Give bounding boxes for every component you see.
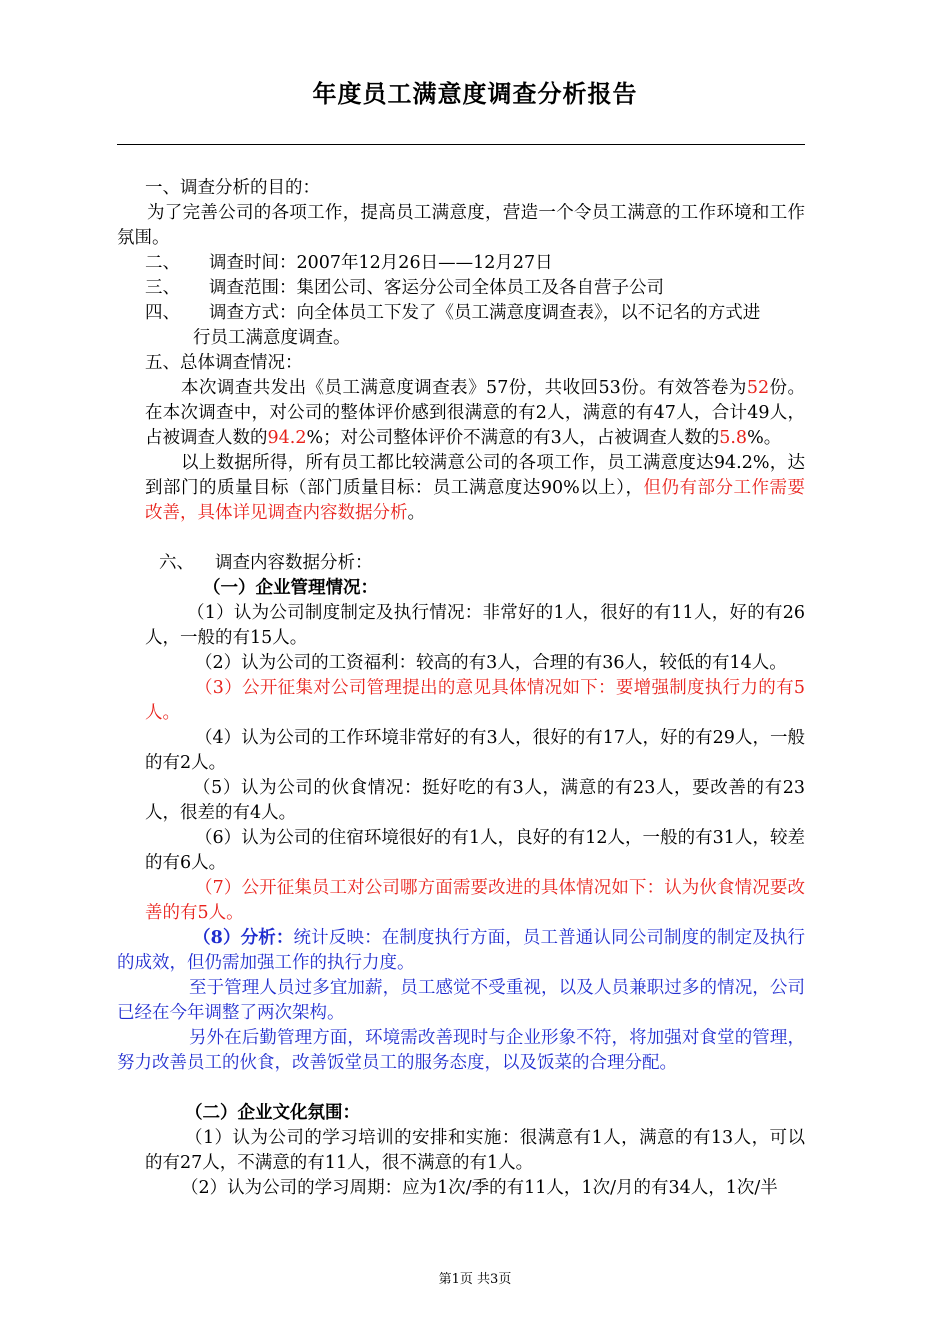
unsatisfied-percent-value: 5.8 (719, 428, 748, 448)
sub1-item-5: （5）认为公司的伙食情况：挺好吃的有3人，满意的有23人，要改善的有23人，很差的有4人。 (145, 778, 805, 823)
section-5-paragraph-1 (117, 376, 805, 451)
sub1-item-1: （1）认为公司制度制定及执行情况：非常好的1人，很好的有11人，好的有26人，一般的有15人。 (145, 603, 805, 648)
analysis-label: （8）分析： (193, 928, 294, 948)
subsection-2-heading: （二）企业文化氛围： (185, 1103, 360, 1123)
section-5-paragraph-2 (117, 451, 805, 526)
sub1-item-6: （6）认为公司的住宿环境很好的有1人，良好的有12人，一般的有31人，较差的有6人。 (145, 828, 805, 873)
s5-p2-red-note: 但仍有部分工作需要改善，具体详见调查内容数据分析 (145, 478, 805, 523)
s5-p2-text: 以上数据所得，所有员工都比较满意公司的各项工作，员工满意度达94.2%，达到部门的质量目标（部门质量目标：员工满意度达90%以上）， (145, 453, 805, 498)
s5-text-b: 份。在本次调查中，对公司的整体评价感到很满意的有2人，满意的有47人，合计49人，占被调查人数的 (145, 378, 805, 448)
spacer (117, 1076, 805, 1101)
section-4-number: 四、 (145, 303, 180, 323)
analysis-paragraph-1 (117, 926, 805, 976)
section-2-text: 调查时间：2007年12月26日——12月27日 (209, 253, 553, 273)
document-title: 年度员工满意度调查分析报告 (312, 79, 638, 108)
section-4-text-line1: 调查方式：向全体员工下发了《员工满意度调查表》，以不记名的方式进 (209, 303, 761, 323)
section-2 (117, 251, 805, 276)
section-6-text: 调查内容数据分析： (215, 553, 373, 573)
sub1-item-2: （2）认为公司的工资福利：较高的有3人，合理的有36人，较低的有14人。 (195, 653, 787, 673)
section-3 (117, 276, 805, 301)
subsection-1-heading: （一）企业管理情况： (203, 578, 378, 598)
section-4-text-line2: 行员工满意度调查。 (193, 328, 351, 348)
page-footer: 第1页 共3页 (438, 1272, 512, 1287)
section-6-number: 六、 (159, 553, 194, 573)
sub1-item-3: （3）公开征集对公司管理提出的意见具体情况如下：要增强制度执行力的有5人。 (145, 678, 805, 723)
section-1-body: 为了完善公司的各项工作，提高员工满意度，营造一个令员工满意的工作环境和工作氛围。 (117, 203, 805, 248)
s5-text-d: %。 (747, 428, 782, 448)
sub1-item-4: （4）认为公司的工作环境非常好的有3人，很好的有17人，好的有29人，一般的有2人。 (145, 728, 805, 773)
document-body (117, 176, 805, 1201)
section-2-number: 二、 (145, 253, 180, 273)
section-3-number: 三、 (145, 278, 180, 298)
s5-text-a: 本次调查共发出《员工满意度调查表》57份，共收回53份。有效答卷为 (181, 378, 747, 398)
analysis-text-1: 统计反映：在制度执行方面，员工普通认同公司制度的制定及执行的成效，但仍需加强工作的执行力度。 (117, 928, 805, 973)
section-5-heading: 五、总体调查情况： (145, 353, 303, 373)
section-6 (117, 551, 805, 576)
section-4 (117, 301, 805, 326)
analysis-paragraph-3: 另外在后勤管理方面，环境需改善现时与企业形象不符，将加强对食堂的管理，努力改善员工的伙食，改善饭堂员工的服务态度，以及饭菜的合理分配。 (117, 1028, 805, 1073)
sub2-item-2: （2）认为公司的学习周期：应为1次/季的有11人，1次/月的有34人，1次/半 (181, 1178, 778, 1198)
satisfied-percent-value: 94.2 (267, 428, 307, 448)
sub2-item-1: （1）认为公司的学习培训的安排和实施：很满意有1人，满意的有13人，可以的有27人，不满意的有11人，很不满意的有1人。 (145, 1128, 805, 1173)
title-divider (117, 144, 805, 145)
section-1-heading: 一、调查分析的目的： (145, 178, 320, 198)
section-3-text: 调查范围：集团公司、客运分公司全体员工及各自营子公司 (209, 278, 664, 298)
s5-text-c: %；对公司整体评价不满意的有3人，占被调查人数的 (306, 428, 720, 448)
spacer (117, 526, 805, 551)
sub1-item-7: （7）公开征集员工对公司哪方面需要改进的具体情况如下：认为伙食情况要改善的有5人。 (145, 878, 805, 923)
analysis-paragraph-2: 至于管理人员过多宜加薪，员工感觉不受重视，以及人员兼职过多的情况，公司已经在今年调整了两次架构。 (117, 978, 805, 1023)
valid-answers-value: 52 (746, 378, 770, 398)
s5-p2-end: 。 (407, 503, 425, 523)
